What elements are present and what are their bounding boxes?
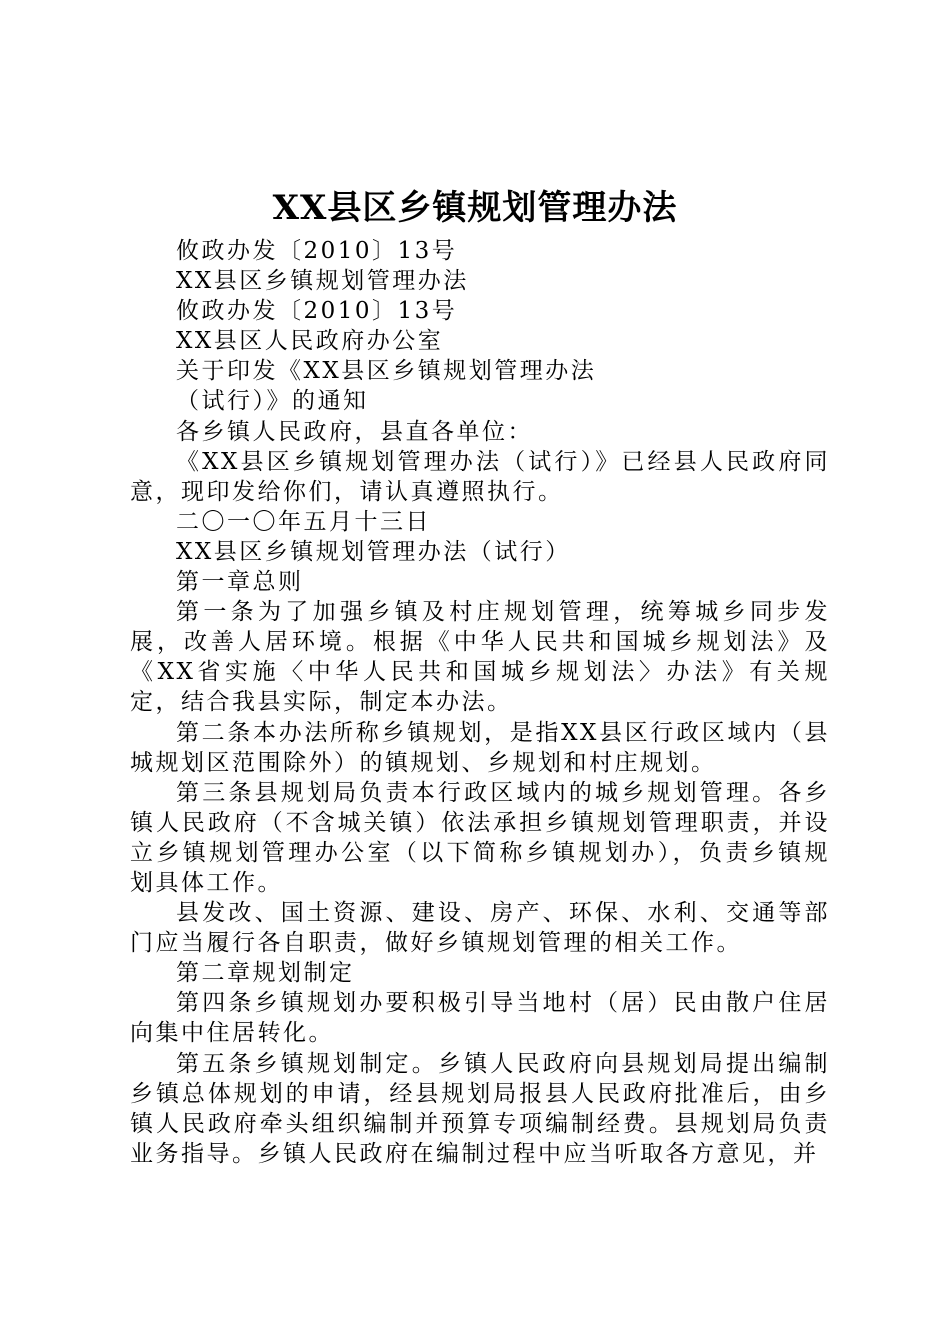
paragraph-notice-body: 《XX县区乡镇规划管理办法（试行）》已经县人民政府同意，现印发给你们，请认真遵照执行。 (130, 448, 830, 505)
article-4: 第四条乡镇规划办要积极引导当地村（居）民由散户住居向集中住居转化。 (130, 990, 830, 1047)
paragraph-measures-title: XX县区乡镇规划管理办法（试行） (176, 538, 571, 565)
document-body (130, 236, 830, 1169)
article-3: 第三条县规划局负责本行政区域内的城乡规划管理。各乡镇人民政府（不含城关镇）依法承担乡镇规划管理职责，并设立乡镇规划管理办公室（以下简称乡镇规划办），负责乡镇规划具体工作。 (130, 779, 830, 896)
paragraph-subtitle: XX县区乡镇规划管理办法 (176, 268, 469, 295)
chapter-heading-2: 第二章规划制定 (176, 960, 355, 987)
paragraph-notice-title-line2: （试行）》的通知 (176, 388, 369, 415)
paragraph-doc-number-repeat: 攸政办发〔2010〕13号 (176, 298, 458, 325)
paragraph-date: 二〇一〇年五月十三日 (176, 508, 431, 535)
paragraph-notice-title-line1: 关于印发《XX县区乡镇规划管理办法 (176, 358, 597, 385)
article-5: 第五条乡镇规划制定。乡镇人民政府向县规划局提出编制乡镇总体规划的申请，经县规划局报县人民政府批准后，由乡镇人民政府牵头组织编制并预算专项编制经费。县规划局负责业务指导。乡镇人民政府在编制过程中应当听取各方意见，并 (130, 1050, 830, 1167)
article-3-supplement: 县发改、国土资源、建设、房产、环保、水利、交通等部门应当履行各自职责，做好乡镇规划管理的相关工作。 (130, 900, 830, 957)
paragraph-issuer: XX县区人民政府办公室 (176, 328, 444, 355)
article-2: 第二条本办法所称乡镇规划，是指XX县区行政区域内（县城规划区范围除外）的镇规划、乡规划和村庄规划。 (130, 719, 830, 776)
paragraph-recipients: 各乡镇人民政府，县直各单位： (176, 418, 533, 445)
paragraph-doc-number: 攸政办发〔2010〕13号 (176, 238, 458, 264)
article-1: 第一条为了加强乡镇及村庄规划管理，统筹城乡同步发展，改善人居环境。根据《中华人民共和国城乡规划法》及《XX省实施〈中华人民共和国城乡规划法〉办法》有关规定，结合我县实际，制定本办法。 (130, 599, 830, 716)
chapter-heading-1: 第一章总则 (176, 569, 304, 596)
document-title: XX县区乡镇规划管理办法 (272, 188, 678, 228)
